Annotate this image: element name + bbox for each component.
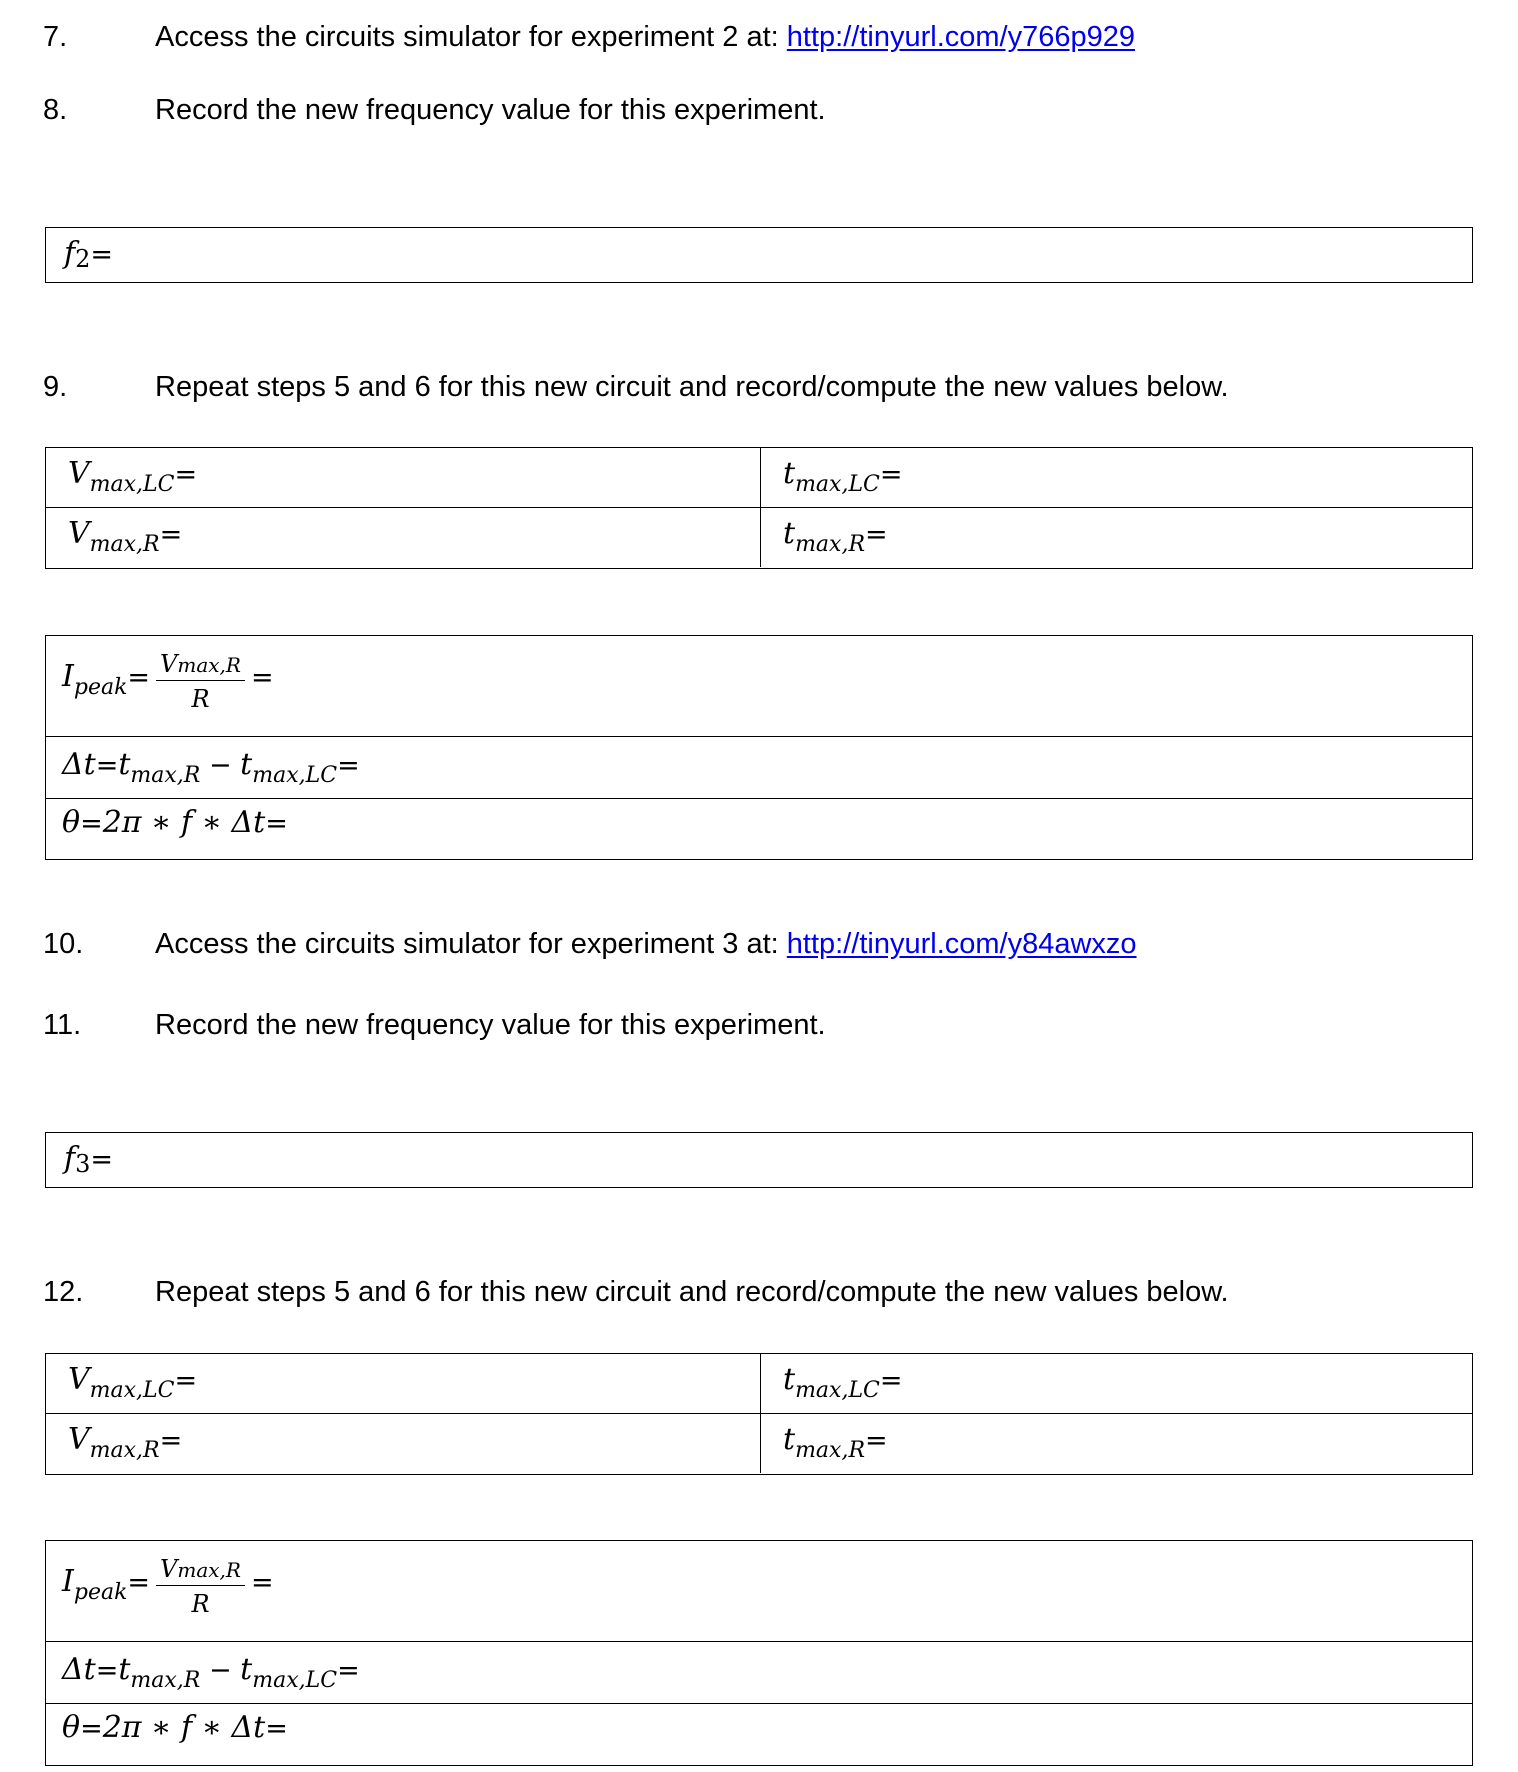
tmax-lc-cell[interactable] — [761, 1354, 1472, 1413]
f-symbol: f — [64, 1141, 76, 1176]
delta-t-formula: Δt=tmax,R − tmax,LC= — [62, 747, 360, 788]
f-subscript: 2 — [75, 245, 91, 273]
vmax-lc-label: Vmax,LC= — [68, 456, 198, 497]
tmax-r-label: tmax,R= — [783, 1422, 888, 1463]
table-row — [46, 448, 1472, 508]
vmax-lc-cell[interactable] — [46, 1354, 761, 1413]
step-number: 9. — [43, 371, 68, 403]
step-text: Repeat steps 5 and 6 for this new circuit and record/compute the new values below. — [155, 371, 1229, 403]
fraction: $\frac{Vmax,R}{R}$ — [156, 1555, 245, 1618]
step-number: 8. — [43, 94, 68, 126]
step-number: 11. — [43, 1009, 82, 1041]
values-table-exp3 — [45, 1353, 1473, 1475]
step-text: Record the new frequency value for this experiment. — [155, 94, 826, 126]
step-11 — [0, 1000, 1518, 1050]
vmax-r-cell[interactable] — [46, 508, 761, 567]
f2-answer-box[interactable] — [45, 227, 1473, 283]
step-10-text: Access the circuits simulator for experiment 3 at: — [155, 928, 787, 960]
step-12 — [0, 1267, 1518, 1317]
tmax-lc-label: tmax,LC= — [783, 1362, 903, 1403]
fraction: $\frac{Vmax,R}{R}$ — [156, 650, 245, 713]
table-row — [46, 1414, 1472, 1473]
step-9 — [0, 362, 1518, 412]
vmax-r-cell[interactable] — [46, 1414, 761, 1473]
table-row — [46, 1354, 1472, 1414]
equals-sign: = — [90, 239, 114, 270]
f3-answer-box[interactable] — [45, 1132, 1473, 1188]
theta-formula: θ=2π ∗ f ∗ Δt= — [62, 1710, 288, 1745]
theta-formula: θ=2π ∗ f ∗ Δt= — [62, 805, 288, 840]
step-number: 7. — [43, 21, 68, 53]
tmax-r-cell[interactable] — [761, 1414, 1472, 1473]
ipeak-formula: Ipeak= $\frac{Vmax,R}{R}$ = — [62, 650, 274, 713]
vmax-r-label: Vmax,R= — [68, 1422, 183, 1463]
ipeak-row[interactable] — [46, 636, 1472, 737]
formulas-box-exp2 — [45, 635, 1473, 860]
tmax-r-label: tmax,R= — [783, 516, 888, 557]
table-row — [46, 508, 1472, 567]
delta-t-row[interactable] — [46, 1642, 1472, 1704]
step-7-text: Access the circuits simulator for experiment 2 at: — [155, 21, 787, 53]
step-7 — [0, 12, 1518, 62]
step-number: 10. — [43, 928, 84, 960]
experiment-3-link[interactable]: http://tinyurl.com/y84awxzo — [786, 928, 1137, 960]
vmax-r-label: Vmax,R= — [68, 516, 183, 557]
step-10 — [0, 919, 1518, 969]
vmax-lc-cell[interactable] — [46, 448, 761, 507]
values-table-exp2 — [45, 447, 1473, 569]
step-text — [155, 12, 1135, 62]
f2-label — [64, 236, 113, 271]
f-symbol: f — [64, 236, 76, 271]
delta-t-formula: Δt=tmax,R − tmax,LC= — [62, 1652, 360, 1693]
step-number: 12. — [43, 1276, 84, 1308]
f3-label — [64, 1141, 113, 1176]
tmax-lc-label: tmax,LC= — [783, 456, 903, 497]
step-text: Repeat steps 5 and 6 for this new circuit and record/compute the new values below. — [155, 1276, 1229, 1308]
theta-row[interactable] — [46, 799, 1472, 858]
vmax-lc-label: Vmax,LC= — [68, 1362, 198, 1403]
step-text: Record the new frequency value for this experiment. — [155, 1009, 826, 1041]
ipeak-formula: Ipeak= $\frac{Vmax,R}{R}$ = — [62, 1555, 274, 1618]
theta-row[interactable] — [46, 1704, 1472, 1764]
formulas-box-exp3 — [45, 1540, 1473, 1766]
delta-t-row[interactable] — [46, 737, 1472, 799]
f-subscript: 3 — [75, 1150, 91, 1178]
tmax-r-cell[interactable] — [761, 508, 1472, 567]
equals-sign: = — [90, 1144, 114, 1175]
step-text — [155, 919, 1137, 969]
step-8 — [0, 85, 1518, 135]
experiment-2-link[interactable]: http://tinyurl.com/y766p929 — [786, 21, 1135, 53]
tmax-lc-cell[interactable] — [761, 448, 1472, 507]
ipeak-row[interactable] — [46, 1541, 1472, 1642]
